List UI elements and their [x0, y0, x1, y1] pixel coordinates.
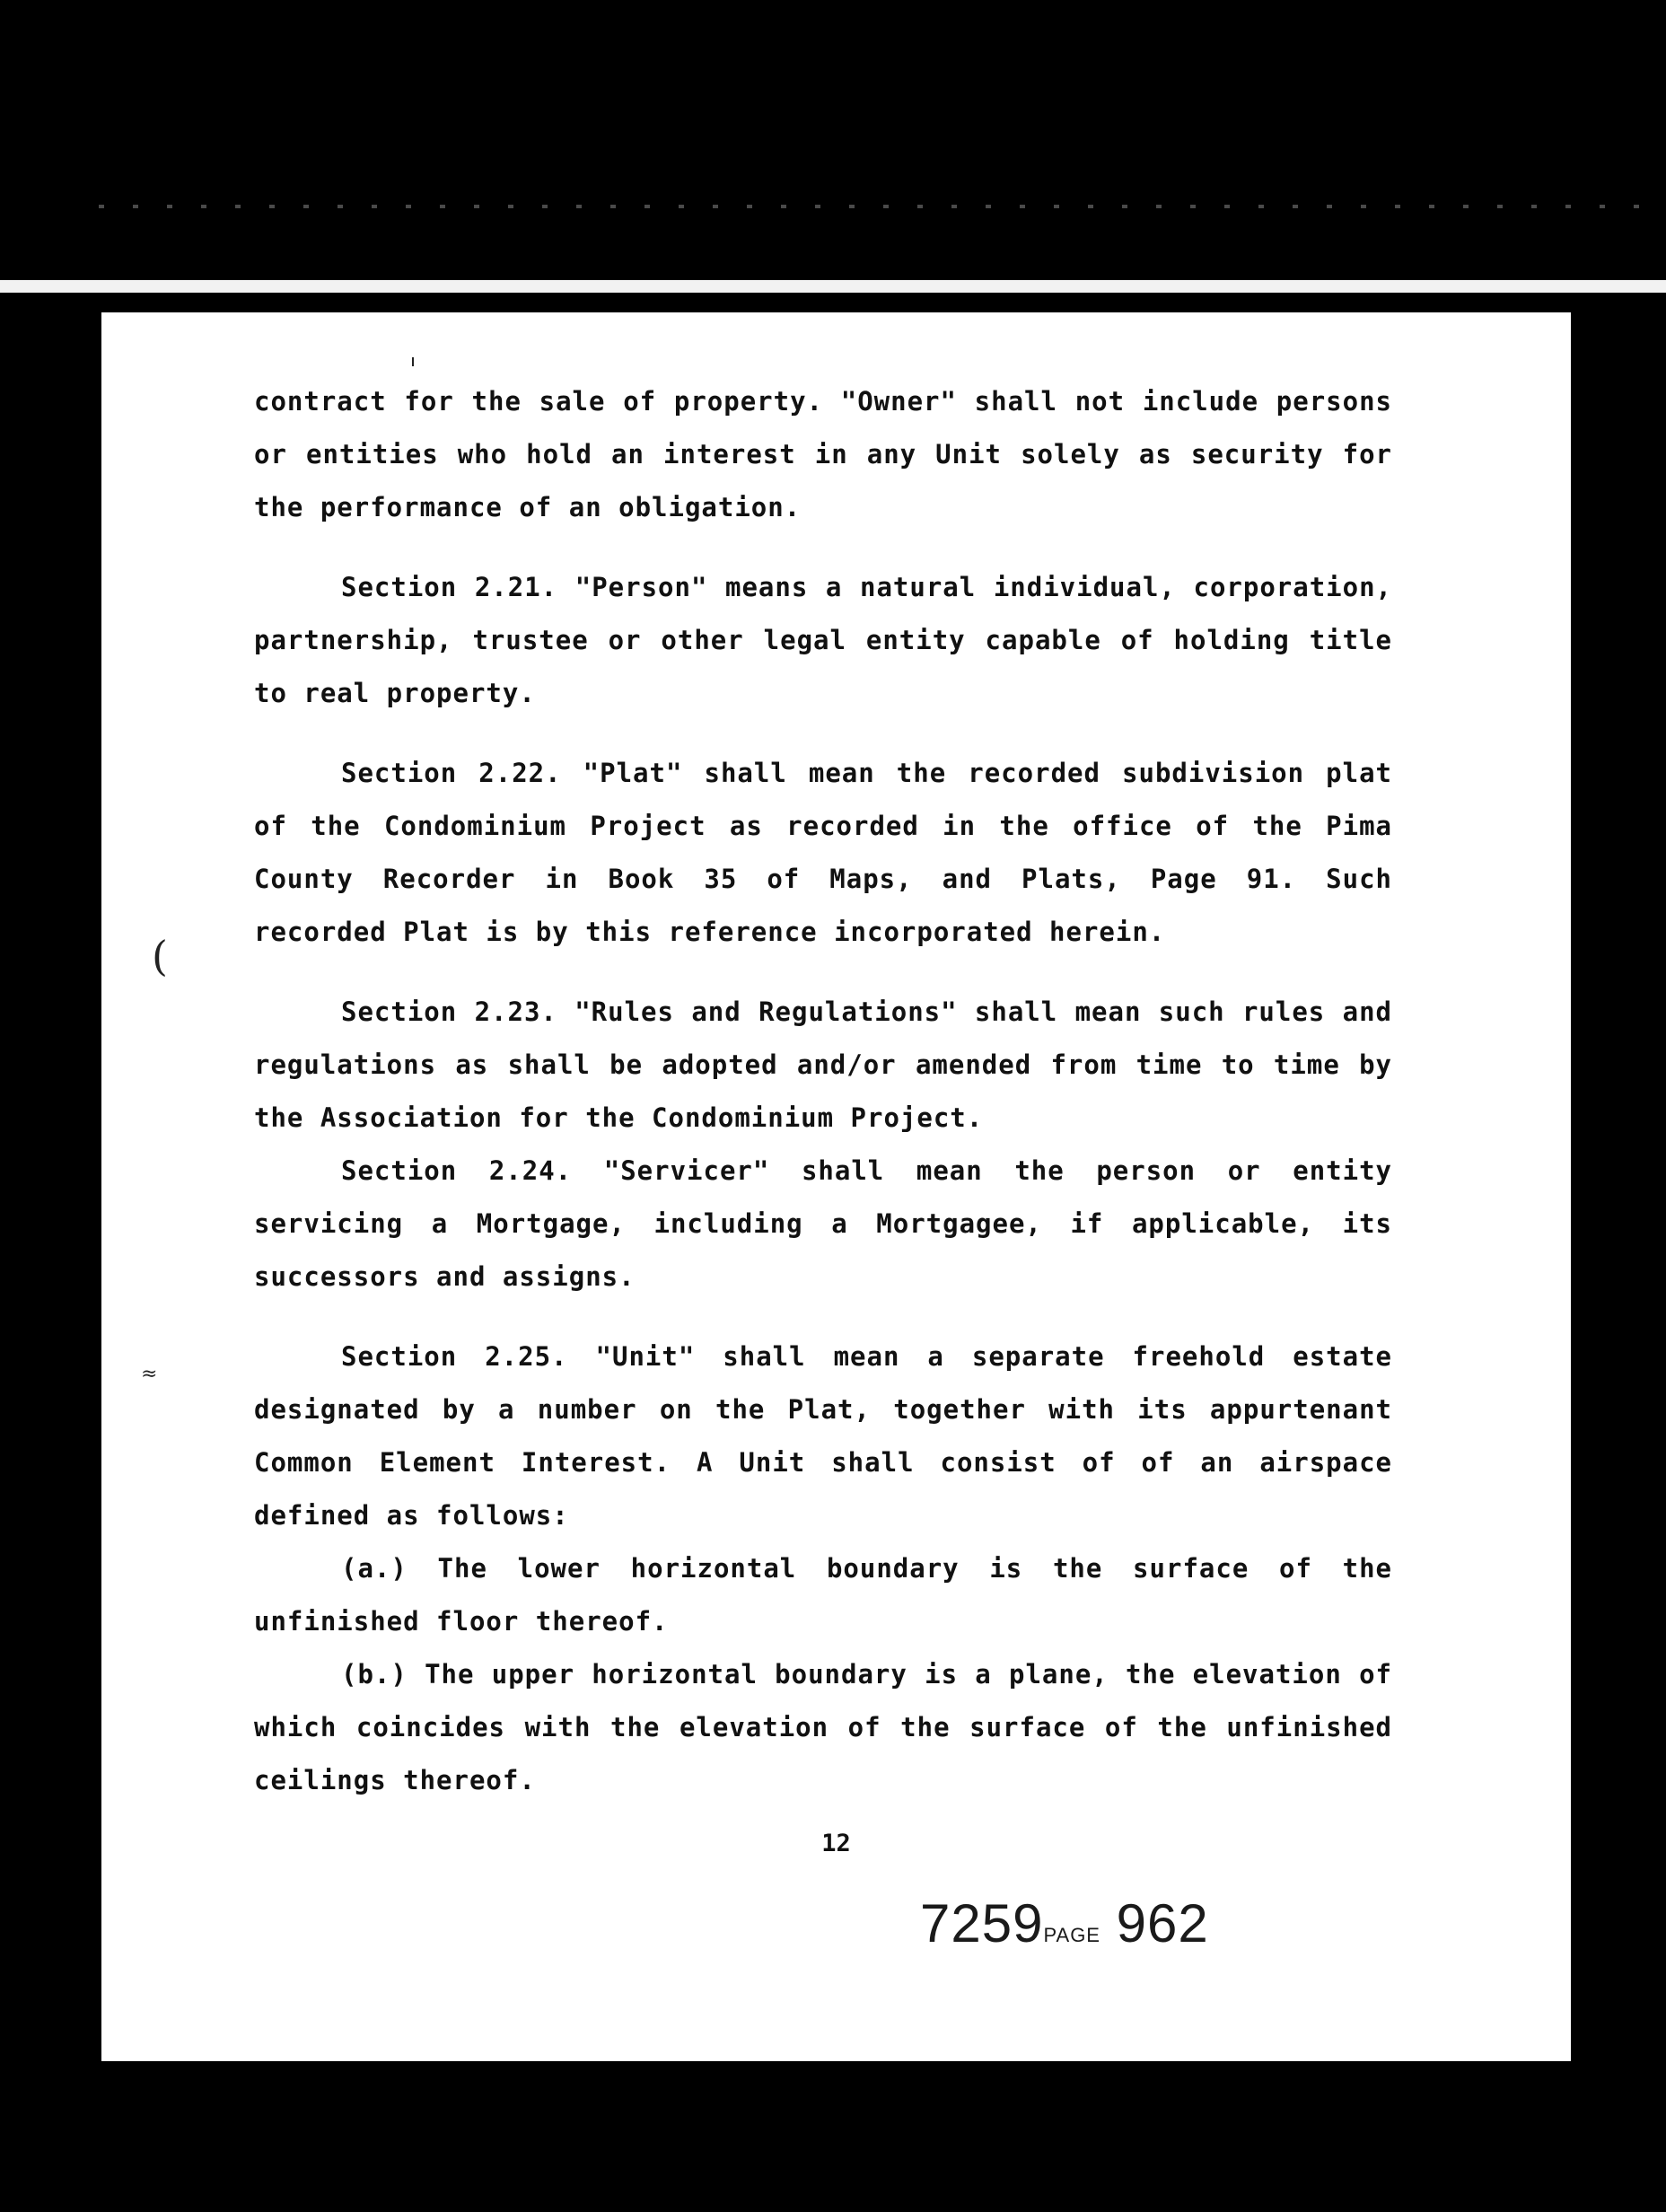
- paragraph-section-2-23: Section 2.23. "Rules and Regulations" shall mean such rules and regulations as shall be adopted and/or amended from time to time by the Association for the Condominium Project.: [254, 996, 1392, 1133]
- paragraph-section-2-25: Section 2.25. "Unit" shall mean a separate freehold estate designated by a number on the Plat, together with its appurtenant Common Element Interest. A Unit shall consist of of an airspace defined as follows:: [254, 1341, 1392, 1531]
- margin-paren-mark: (: [152, 932, 168, 980]
- paragraph-owner-continuation: contract for the sale of property. "Owner" shall not include persons or entities who hold an interest in any Unit solely as security for the performance of an obligation.: [254, 386, 1392, 522]
- body-text: [254, 375, 1392, 1807]
- scan-top-band: [0, 0, 1666, 278]
- stamp-page-label: PAGE: [1043, 1924, 1100, 1946]
- scan-noise: [99, 205, 1643, 208]
- stamp-docket: 7259: [920, 1893, 1044, 1953]
- page-number: 12: [821, 1830, 851, 1857]
- recording-stamp: [920, 1892, 1209, 1954]
- margin-handwritten-mark: ≈: [141, 1363, 158, 1385]
- stamp-page: 962: [1116, 1893, 1209, 1953]
- paragraph-section-2-22: Section 2.22. "Plat" shall mean the recorded subdivision plat of the Condominium Project as recorded in the office of the Pima County Recorder in Book 35 of Maps, and Plats, Page 91. Such recorded Plat is by this reference incorporated herein.: [254, 758, 1392, 947]
- paragraph-subsection-a: (a.) The lower horizontal boundary is the surface of the unfinished floor thereof.: [254, 1553, 1392, 1637]
- document-page: [101, 312, 1571, 2061]
- paragraph-section-2-24: Section 2.24. "Servicer" shall mean the person or entity servicing a Mortgage, including a Mortgagee, if applicable, its successors and assigns.: [254, 1155, 1392, 1292]
- scan-rule: [0, 280, 1666, 293]
- scan-tick-mark: [412, 357, 414, 366]
- paragraph-subsection-b: (b.) The upper horizontal boundary is a plane, the elevation of which coincides with the elevation of the surface of the unfinished ceilings thereof.: [254, 1659, 1392, 1795]
- paragraph-section-2-21: Section 2.21. "Person" means a natural individual, corporation, partnership, trustee or other legal entity capable of holding title to real property.: [254, 572, 1392, 708]
